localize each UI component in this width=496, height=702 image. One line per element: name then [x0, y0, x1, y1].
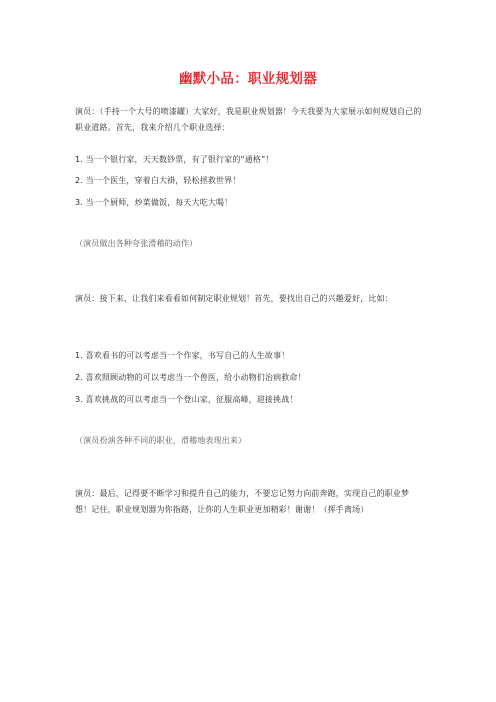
closing-paragraph: 演员：最后，记得要不断学习和提升自己的能力，不要忘记努力向前奔跑，实现自己的职业梦想！记住，职业规划器为你指路，让你的人生职业更加精彩！谢谢！（挥手离场） — [75, 489, 410, 514]
interest-item: 3. 喜欢挑战的可以考虑当一个登山家，征服高峰，迎接挑战！ — [75, 395, 298, 404]
stage-direction: （演员做出各种夸张滑稽的动作） — [75, 239, 198, 248]
intro-paragraph: 演员：（手持一个大号的喷漆罐）大家好，我是职业规划器！今天我要为大家展示如何规划自己的职业道路。首先，我来介绍几个职业选择： — [75, 107, 422, 132]
document-title: 幽默小品：职业规划器 — [179, 71, 317, 87]
choice-item: 3. 当一个厨师，炒菜做饭，每天大吃大喝！ — [75, 198, 233, 207]
stage-direction: （演员扮演各种不同的职业，滑稽地表现出来） — [75, 436, 247, 445]
choice-item: 2. 当一个医生，穿着白大褂，轻松拯救世界！ — [75, 176, 241, 185]
second-paragraph: 演员：接下来，让我们来看看如何制定职业规划！首先，要找出自己的兴趣爱好，比如： — [75, 294, 393, 303]
interest-item: 1. 喜欢看书的可以考虑当一个作家，书写自己的人生故事！ — [75, 351, 290, 360]
interest-item: 2. 喜欢照顾动物的可以考虑当一个兽医，给小动物们治病救命！ — [75, 373, 306, 382]
choice-item: 1. 当一个银行家，天天数钞票，有了银行家的“通格”！ — [75, 155, 274, 164]
